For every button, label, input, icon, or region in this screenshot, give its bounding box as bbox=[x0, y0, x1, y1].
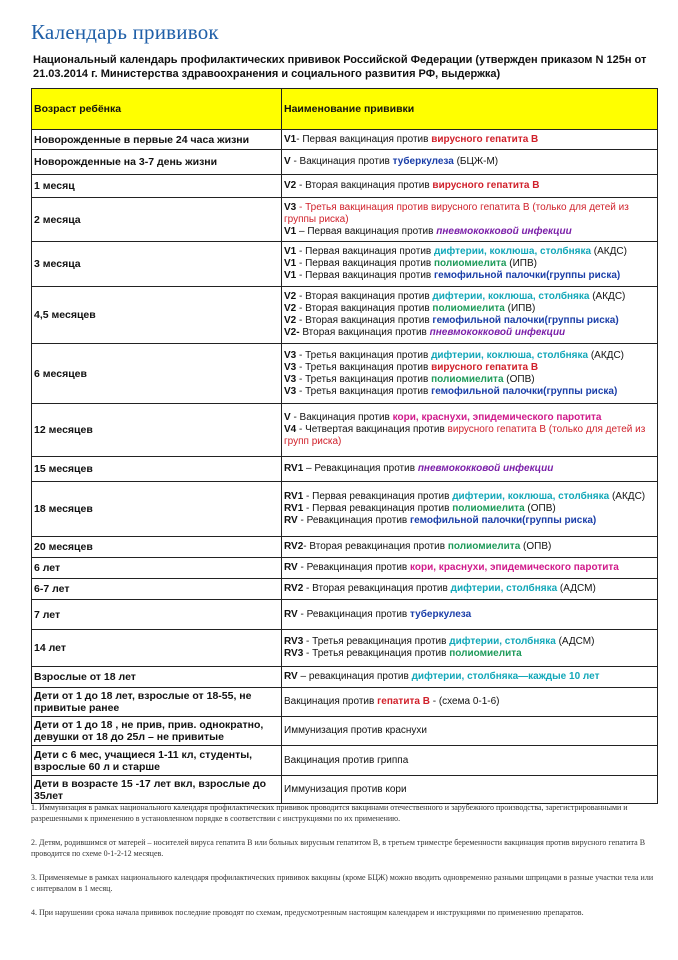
vaccine-text: - Вторая ревакцинация против bbox=[303, 583, 451, 594]
age-cell: 20 месяцев bbox=[32, 537, 282, 558]
vaccine-cell bbox=[282, 130, 658, 150]
vaccine-line bbox=[284, 583, 655, 595]
vaccine-text: - Ревакцинация против bbox=[297, 608, 411, 620]
footnotes bbox=[31, 802, 658, 931]
vaccine-text: Вакцинация против гриппа bbox=[284, 754, 409, 766]
vaccine-code: RV2 bbox=[284, 583, 304, 594]
vaccine-text: дифтерии, столбняка—каждые 10 лет bbox=[411, 671, 600, 682]
vaccine-text: (ОПВ) bbox=[520, 541, 552, 552]
vaccine-text: гепатита В bbox=[377, 696, 430, 707]
vaccine-code: RV1 bbox=[284, 463, 304, 474]
age-cell: Дети от 1 до 18 лет, взрослые от 18-55, не привитые ранее bbox=[32, 688, 282, 717]
vaccine-cell bbox=[282, 175, 658, 198]
vaccine-text: - Первая ревакцинация против bbox=[303, 491, 453, 502]
header-age: Возраст ребёнка bbox=[32, 89, 282, 130]
vaccine-text: вирусного гепатита В (только для детей из групп риска) bbox=[284, 424, 646, 447]
vaccine-code: RV bbox=[284, 608, 298, 620]
vaccine-code: RV3 bbox=[284, 636, 304, 647]
table-row bbox=[32, 667, 658, 688]
vaccine-text: дифтерии, столбняка bbox=[449, 636, 556, 647]
age-cell: 15 месяцев bbox=[32, 457, 282, 482]
vaccine-text: полиомиелита bbox=[431, 373, 504, 385]
vaccine-text: (АКДС) bbox=[588, 349, 625, 361]
age-cell: Дети в возрасте 15 -17 лет вкл, взрослые до 35лет bbox=[32, 776, 282, 804]
vaccine-text: гемофильной палочки(группы риска) bbox=[431, 385, 618, 397]
vaccination-table bbox=[31, 88, 658, 804]
vaccine-text: - Вакцинация против bbox=[290, 412, 393, 423]
vaccine-cell bbox=[282, 242, 658, 287]
vaccine-code: RV bbox=[284, 562, 298, 573]
vaccine-text: полиомиелита bbox=[449, 648, 522, 659]
vaccine-text: - Вторая ревакцинация против bbox=[303, 541, 448, 552]
vaccine-cell bbox=[282, 150, 658, 175]
vaccine-text: вирусного гепатита В bbox=[431, 361, 539, 373]
vaccine-cell bbox=[282, 717, 658, 746]
vaccine-code: V4 bbox=[284, 424, 297, 435]
vaccine-text: (ИПВ) bbox=[504, 303, 536, 314]
table-row bbox=[32, 198, 658, 242]
vaccine-text: туберкулеза bbox=[392, 156, 454, 167]
vaccine-text: - Вторая вакцинация против bbox=[296, 303, 433, 314]
vaccine-code: RV1 bbox=[284, 491, 304, 502]
table-row bbox=[32, 175, 658, 198]
age-cell: Новорожденные на 3-7 день жизни bbox=[32, 150, 282, 175]
age-cell: Новорожденные в первые 24 часа жизни bbox=[32, 130, 282, 150]
vaccine-cell bbox=[282, 457, 658, 482]
table-header-row bbox=[32, 89, 658, 130]
vaccine-text: кори, краснухи, эпидемического паротита bbox=[410, 562, 619, 573]
vaccine-cell bbox=[282, 688, 658, 717]
table-row bbox=[32, 404, 658, 457]
vaccine-cell bbox=[282, 537, 658, 558]
vaccine-text: дифтерии, столбняка bbox=[450, 583, 558, 594]
vaccine-cell bbox=[282, 579, 658, 600]
table-row bbox=[32, 717, 658, 746]
vaccine-text: (АДСМ) bbox=[555, 636, 595, 647]
vaccine-cell bbox=[282, 198, 658, 242]
vaccine-line bbox=[284, 258, 655, 270]
table-row bbox=[32, 579, 658, 600]
vaccine-text: гемофильной палочки(группы риска) bbox=[434, 270, 621, 281]
vaccine-line bbox=[284, 696, 655, 708]
age-cell: 7 лет bbox=[32, 600, 282, 630]
page-title: Календарь прививок bbox=[31, 20, 219, 44]
header-vaccine: Наименование прививки bbox=[282, 89, 658, 130]
vaccine-text: вирусного гепатита В bbox=[432, 180, 540, 191]
vaccine-line bbox=[284, 463, 655, 475]
vaccine-code: V3 bbox=[284, 373, 297, 385]
vaccine-text: - Первая вакцинация против bbox=[296, 258, 435, 269]
vaccine-line bbox=[284, 134, 655, 146]
vaccine-line bbox=[284, 671, 655, 683]
vaccine-text: - Первая вакцинация против bbox=[296, 270, 435, 281]
vaccine-cell bbox=[282, 667, 658, 688]
vaccine-code: RV3 bbox=[284, 648, 304, 659]
vaccine-text: (ОПВ) bbox=[524, 503, 556, 514]
vaccine-code: RV bbox=[284, 671, 298, 682]
vaccine-line bbox=[284, 424, 655, 448]
vaccine-text: – Первая вакцинация против bbox=[296, 225, 437, 237]
age-cell: 6 месяцев bbox=[32, 344, 282, 404]
vaccine-text: (ИПВ) bbox=[506, 258, 537, 269]
vaccine-text: пневмококковой инфекции bbox=[417, 463, 554, 474]
vaccine-line bbox=[284, 648, 655, 660]
vaccine-text: - Третья ревакцинация против bbox=[303, 648, 450, 659]
vaccine-text: полиомиелита bbox=[432, 303, 505, 314]
vaccine-text: полиомиелита bbox=[452, 503, 525, 514]
vaccine-cell bbox=[282, 558, 658, 579]
vaccine-line bbox=[284, 202, 655, 226]
vaccine-line bbox=[284, 315, 655, 327]
age-cell: 4,5 месяцев bbox=[32, 287, 282, 344]
vaccine-code: RV bbox=[284, 515, 298, 526]
table-row bbox=[32, 457, 658, 482]
vaccine-cell bbox=[282, 630, 658, 667]
footnote: 1. Иммунизация в рамках национального календаря профилактических прививок проводится вакцинами отечественного и зарубежного производства, зарегистрированными и разрешенными к применению в установленном порядке в соответствии с инструкциями по их применению. bbox=[31, 803, 628, 823]
vaccine-text: - Вакцинация против bbox=[290, 156, 393, 167]
table-row bbox=[32, 287, 658, 344]
vaccine-code: V1 bbox=[284, 258, 297, 269]
vaccine-code: V3 bbox=[284, 201, 297, 213]
vaccine-text: пневмококковой инфекции bbox=[429, 327, 566, 338]
table-row bbox=[32, 630, 658, 667]
vaccine-code: V bbox=[284, 412, 291, 423]
table-row bbox=[32, 537, 658, 558]
page-subtitle: Национальный календарь профилактических прививок Российской Федерации (утвержден приказом N 125н от 21.03.2014 г. Министерства здравоохранения и социального развития РФ, выдержка) bbox=[33, 54, 647, 80]
age-cell: 12 месяцев bbox=[32, 404, 282, 457]
vaccine-text: пневмококковой инфекции bbox=[436, 225, 572, 237]
vaccine-text: - Третья вакцинация против bbox=[296, 361, 432, 373]
vaccine-text: дифтерии, коклюша, столбняка bbox=[452, 491, 610, 502]
table-row bbox=[32, 344, 658, 404]
vaccine-code: V2- bbox=[284, 327, 300, 338]
vaccine-line bbox=[284, 156, 655, 168]
vaccine-cell bbox=[282, 600, 658, 630]
age-cell: 1 месяц bbox=[32, 175, 282, 198]
vaccine-text: (АКДС) bbox=[591, 246, 627, 257]
vaccine-line bbox=[284, 374, 655, 386]
vaccine-line bbox=[284, 491, 655, 503]
vaccine-text: - (схема 0-1-6) bbox=[429, 696, 500, 707]
vaccine-code: V3 bbox=[284, 349, 297, 361]
age-cell: 14 лет bbox=[32, 630, 282, 667]
vaccine-text: - Вторая вакцинация против bbox=[296, 315, 433, 326]
vaccine-line bbox=[284, 609, 655, 621]
vaccine-text: - Первая ревакцинация против bbox=[303, 503, 453, 514]
vaccine-text: Вторая вакцинация против bbox=[299, 327, 430, 338]
vaccine-text: - Первая вакцинация против bbox=[296, 133, 432, 145]
vaccine-text: - Третья вакцинация против вирусного гепатита В (только для детей из группы риска) bbox=[284, 201, 629, 225]
vaccine-line bbox=[284, 180, 655, 192]
vaccine-text: - Ревакцинация против bbox=[297, 515, 411, 526]
vaccine-cell bbox=[282, 482, 658, 537]
vaccine-text: кори, краснухи, эпидемического паротита bbox=[392, 412, 602, 423]
vaccine-code: V2 bbox=[284, 315, 297, 326]
vaccine-text: - Первая вакцинация против bbox=[296, 246, 435, 257]
vaccine-line bbox=[284, 725, 655, 737]
table-row bbox=[32, 150, 658, 175]
vaccine-text: – Ревакцинация против bbox=[303, 463, 418, 474]
vaccine-code: V1 bbox=[284, 270, 297, 281]
vaccine-text: гемофильной палочки(группы риска) bbox=[432, 315, 619, 326]
vaccine-line bbox=[284, 226, 655, 238]
age-cell: 2 месяца bbox=[32, 198, 282, 242]
vaccine-text: - Третья ревакцинация против bbox=[303, 636, 450, 647]
age-cell: 6-7 лет bbox=[32, 579, 282, 600]
vaccine-code: V1 bbox=[284, 225, 297, 237]
vaccine-code: RV2 bbox=[284, 541, 304, 552]
footnote: 4. При нарушении срока начала прививок последние проводят по схемам, предусмотренным настоящим календарем и инструкциями по применению препаратов. bbox=[31, 908, 584, 917]
table-row bbox=[32, 746, 658, 776]
vaccine-text: дифтерии, коклюша, столбняка bbox=[432, 291, 590, 302]
age-cell: 6 лет bbox=[32, 558, 282, 579]
age-cell: 3 месяца bbox=[32, 242, 282, 287]
vaccine-code: V1 bbox=[284, 246, 297, 257]
vaccine-line bbox=[284, 350, 655, 362]
vaccine-text: Иммунизация против краснухи bbox=[284, 725, 427, 736]
vaccine-line bbox=[284, 541, 655, 553]
footnote: 3. Применяемые в рамках национального календаря профилактических прививок вакцины (кроме БЦЖ) можно вводить одновременно разными шприцами в разные участки тела или с интервалом в 1 месяц. bbox=[31, 873, 654, 893]
vaccine-line bbox=[284, 503, 655, 515]
vaccine-code: V1 bbox=[284, 133, 297, 145]
vaccine-code: V2 bbox=[284, 291, 297, 302]
table-row bbox=[32, 482, 658, 537]
vaccine-code: RV1 bbox=[284, 503, 304, 514]
vaccine-text: гемофильной палочки(группы риска) bbox=[410, 515, 597, 526]
vaccine-text: дифтерии, коклюша, столбняка bbox=[431, 349, 589, 361]
vaccine-cell bbox=[282, 344, 658, 404]
age-cell: 18 месяцев bbox=[32, 482, 282, 537]
table-row bbox=[32, 600, 658, 630]
age-cell: Дети с 6 мес, учащиеся 1-11 кл, студенты, взрослые 60 л и старше bbox=[32, 746, 282, 776]
vaccine-line bbox=[284, 784, 655, 796]
vaccine-text: полиомиелита bbox=[434, 258, 507, 269]
vaccine-text: (АКДС) bbox=[589, 291, 626, 302]
vaccine-line bbox=[284, 515, 655, 527]
table-row bbox=[32, 130, 658, 150]
vaccine-text: - Третья вакцинация против bbox=[296, 385, 432, 397]
vaccine-text: - Третья вакцинация против bbox=[296, 373, 432, 385]
vaccine-line bbox=[284, 362, 655, 374]
vaccine-text: (БЦЖ-М) bbox=[453, 156, 499, 167]
vaccine-line bbox=[284, 636, 655, 648]
vaccine-cell bbox=[282, 287, 658, 344]
vaccine-code: V2 bbox=[284, 303, 297, 314]
vaccine-text: - Ревакцинация против bbox=[297, 562, 411, 573]
vaccine-line bbox=[284, 327, 655, 339]
vaccine-code: V3 bbox=[284, 361, 297, 373]
table-row bbox=[32, 242, 658, 287]
vaccine-text: (ОПВ) bbox=[503, 373, 535, 385]
vaccine-line bbox=[284, 291, 655, 303]
footnote: 2. Детям, родившимся от матерей – носителей вируса гепатита В или больных вирусным гепатитом В, в третьем триместре беременности вакцинация против вирусного гепатита В проводится по схеме 0-1-2-12 месяцев. bbox=[31, 838, 646, 858]
vaccine-text: (АКДС) bbox=[609, 491, 646, 502]
vaccine-text: – ревакцинация против bbox=[297, 671, 412, 682]
vaccine-text: вирусного гепатита В bbox=[431, 133, 539, 145]
vaccine-line bbox=[284, 246, 655, 258]
age-cell: Взрослые от 18 лет bbox=[32, 667, 282, 688]
table-row bbox=[32, 688, 658, 717]
vaccine-line bbox=[284, 270, 655, 282]
vaccine-line bbox=[284, 562, 655, 574]
vaccine-code: V3 bbox=[284, 385, 297, 397]
vaccine-text: - Третья вакцинация против bbox=[296, 349, 432, 361]
age-cell: Дети от 1 до 18 , не прив, прив. однократно, девушки от 18 до 25л – не привитые bbox=[32, 717, 282, 746]
vaccine-text: - Вторая вакцинация против bbox=[296, 291, 433, 302]
vaccine-line bbox=[284, 303, 655, 315]
vaccine-cell bbox=[282, 776, 658, 804]
vaccine-text: дифтерии, коклюша, столбняка bbox=[434, 246, 592, 257]
vaccine-text: (АДСМ) bbox=[557, 583, 596, 594]
vaccine-text: туберкулеза bbox=[410, 608, 472, 620]
table-row bbox=[32, 558, 658, 579]
vaccine-cell bbox=[282, 746, 658, 776]
vaccine-text: Иммунизация против кори bbox=[284, 783, 407, 795]
vaccine-code: V bbox=[284, 156, 291, 167]
vaccine-line bbox=[284, 412, 655, 424]
table-row bbox=[32, 776, 658, 804]
vaccine-text: - Четвертая вакцинация против bbox=[296, 424, 448, 435]
vaccine-text: - Вторая вакцинация против bbox=[296, 180, 433, 191]
vaccine-line bbox=[284, 386, 655, 398]
vaccine-line bbox=[284, 755, 655, 767]
vaccine-text: Вакцинация против bbox=[284, 696, 378, 707]
vaccine-cell bbox=[282, 404, 658, 457]
vaccine-code: V2 bbox=[284, 180, 297, 191]
vaccine-text: полиомиелита bbox=[447, 541, 521, 552]
